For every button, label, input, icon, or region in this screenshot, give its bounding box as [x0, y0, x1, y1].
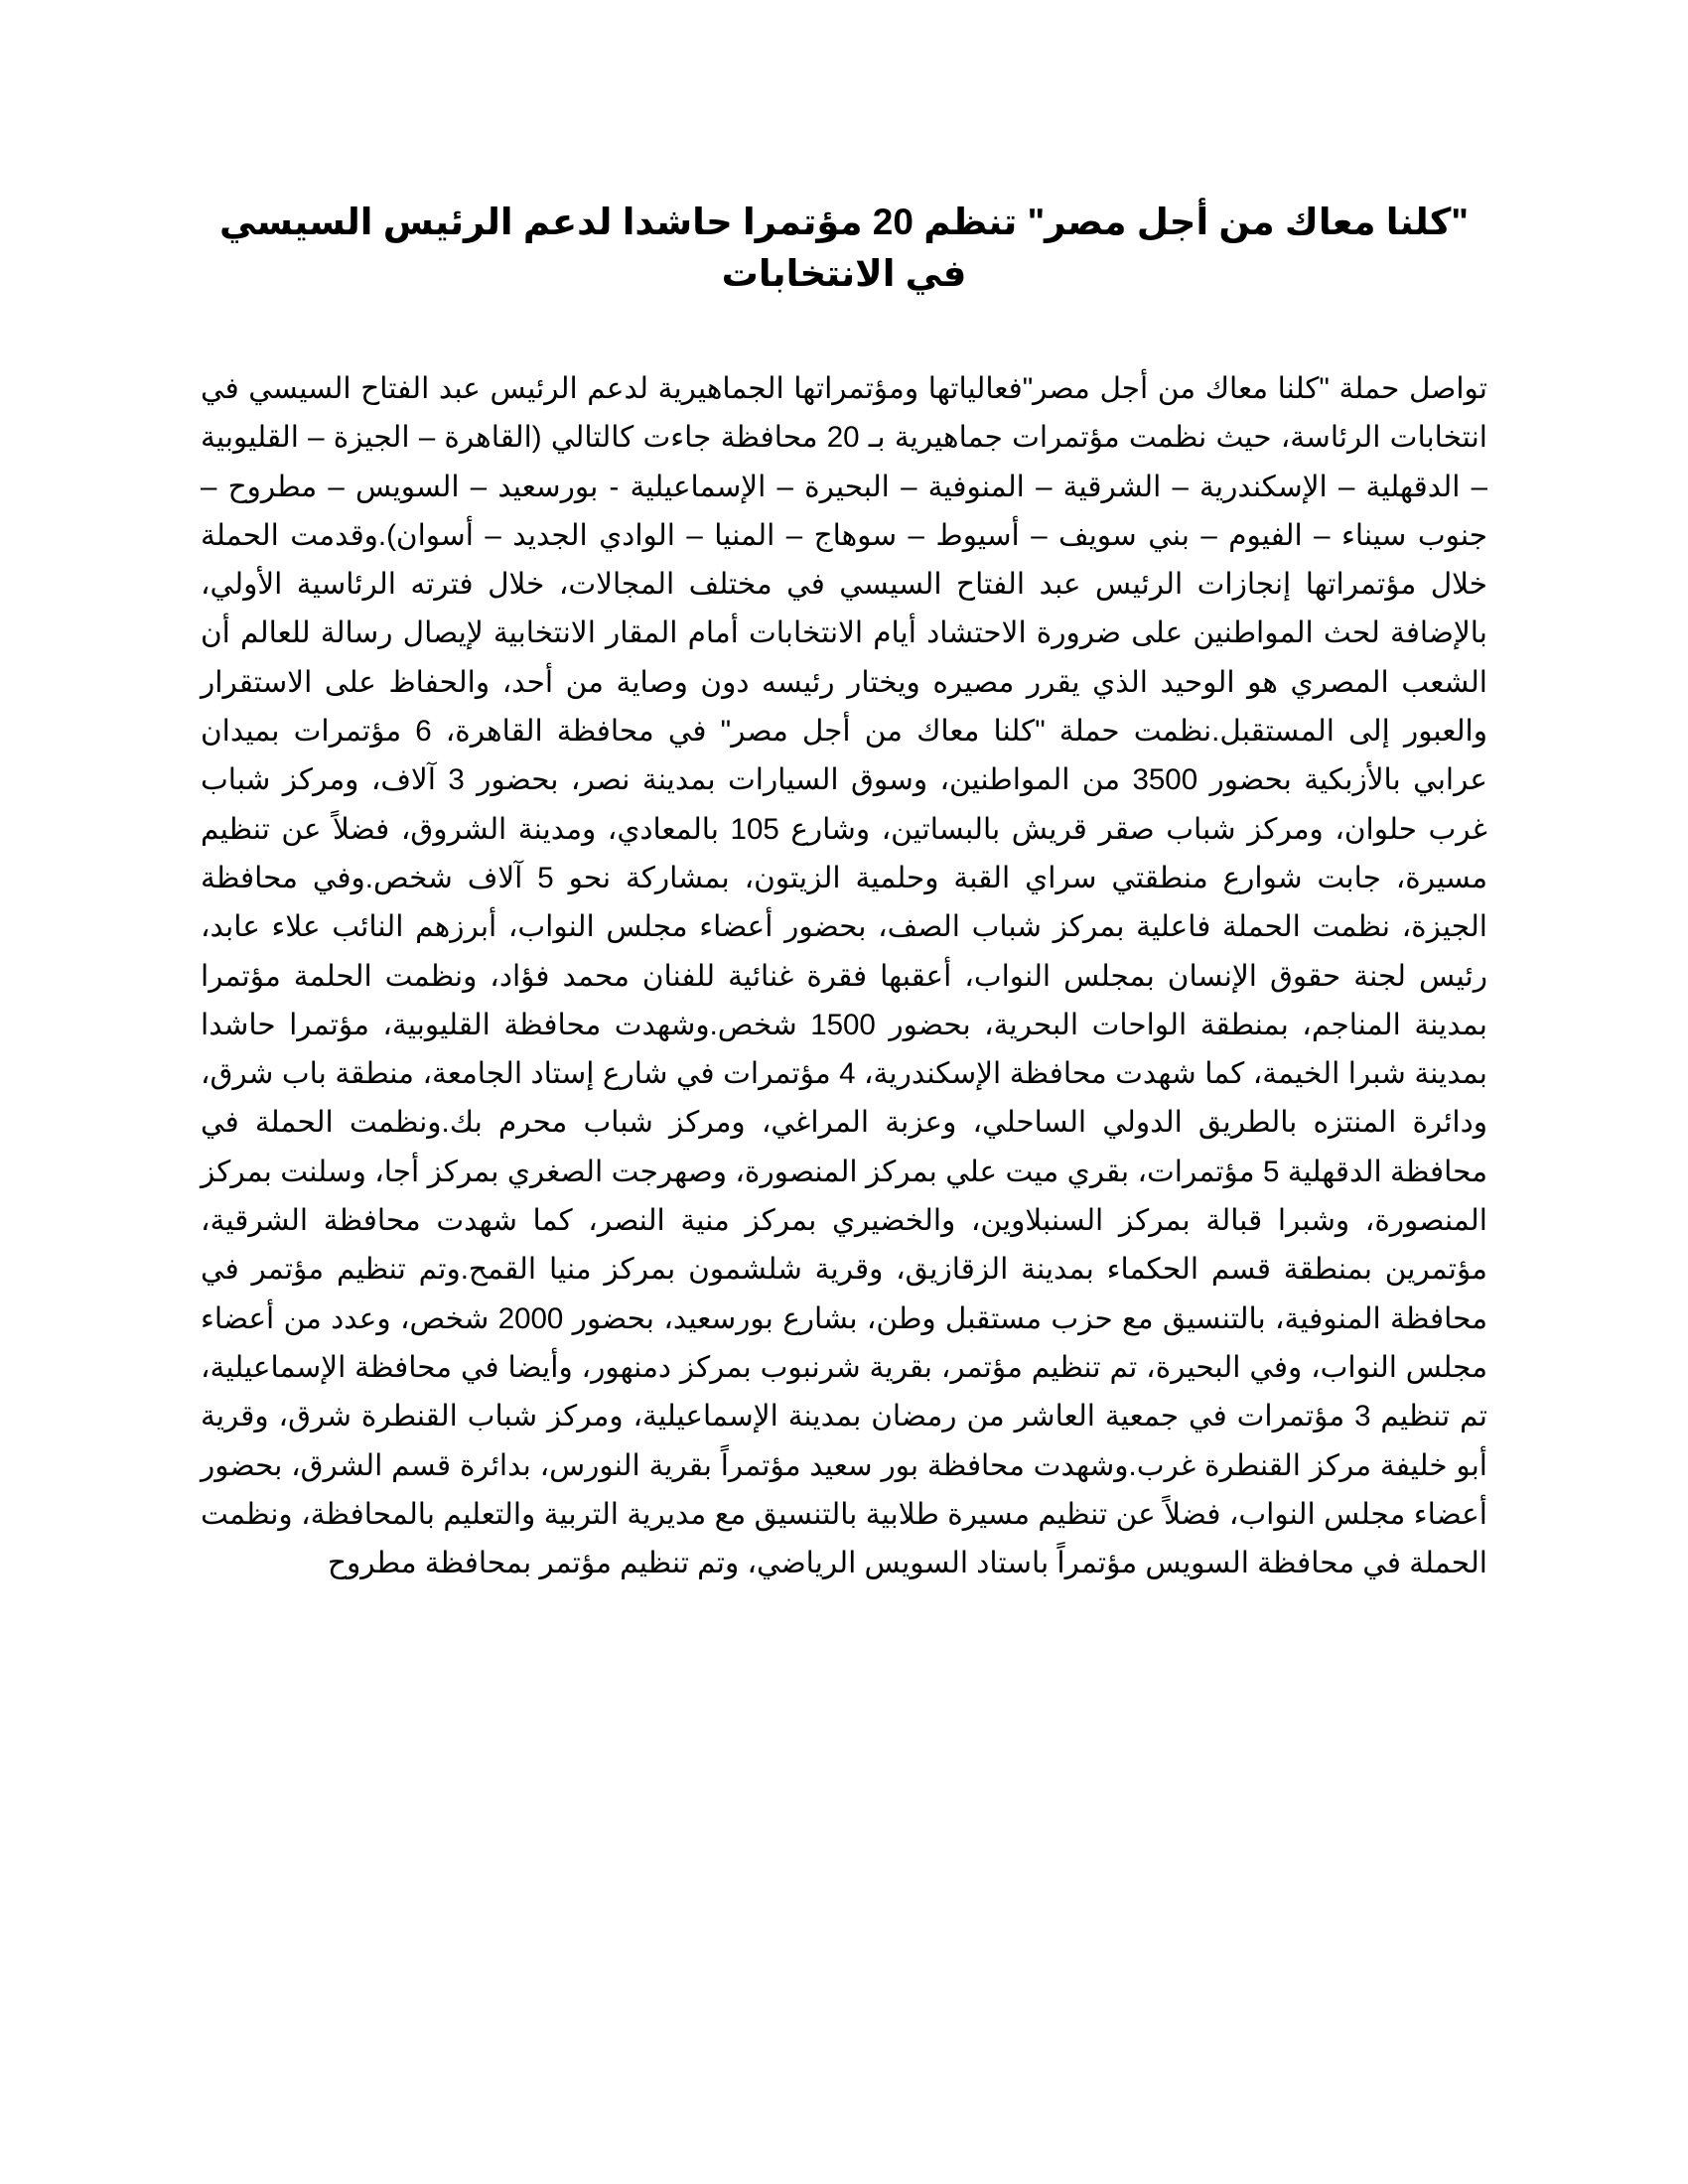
article-body: تواصل حملة "كلنا معاك من أجل مصر"فعالياتها ومؤتمراتها الجماهيرية لدعم الرئيس عبد الفتاح السيسي في انتخابات الرئاسة، حيث نظمت مؤتمرات جماهيرية بـ 20 محافظة جاءت كالتالي (القاهرة – الجيزة – القليوبية – الدقهلية – الإسكندرية – الشرقية – المنوفية – البحيرة – الإسماعيلية - بورسعيد – السويس – مطروح – جنوب سيناء – الفيوم – بني سويف – أسيوط – سوهاج – المنيا – الوادي الجديد – أسوان).وقدمت الحملة خلال مؤتمراتها إنجازات الرئيس عبد الفتاح السيسي في مختلف المجالات، خلال فترته الرئاسية الأولي، بالإضافة لحث المواطنين على ضرورة الاحتشاد أيام الانتخابات أمام المقار الانتخابية لإيصال رسالة للعالم أن الشعب المصري هو الوحيد الذي يقرر مصيره ويختار رئيسه دون وصاية من أحد، والحفاظ على الاستقرار والعبور إلى المستقبل.نظمت حملة "كلنا معاك من أجل مصر" في محافظة القاهرة، 6 مؤتمرات بميدان عرابي بالأزبكية بحضور 3500 من المواطنين، وسوق السيارات بمدينة نصر، بحضور 3 آلاف، ومركز شباب غرب حلوان، ومركز شباب صقر قريش بالبساتين، وشارع 105 بالمعادي، ومدينة الشروق، فضلاً عن تنظيم مسيرة، جابت شوارع منطقتي سراي القبة وحلمية الزيتون، بمشاركة نحو 5 آلاف شخص.وفي محافظة الجيزة، نظمت الحملة فاعلية بمركز شباب الصف، بحضور أعضاء مجلس النواب، أبرزهم النائب علاء عابد، رئيس لجنة حقوق الإنسان بمجلس النواب، أعقبها فقرة غنائية للفنان محمد فؤاد، ونظمت الحلمة مؤتمرا بمدينة المناجم، بمنطقة الواحات البحرية، بحضور 1500 شخص.وشهدت محافظة القليوبية، مؤتمرا حاشدا بمدينة شبرا الخيمة، كما شهدت محافظة الإسكندرية، 4 مؤتمرات في شارع إستاد الجامعة، منطقة باب شرق، ودائرة المنتزه بالطريق الدولي الساحلي، وعزبة المراغي، ومركز شباب محرم بك.ونظمت الحملة في محافظة الدقهلية 5 مؤتمرات، بقري ميت علي بمركز المنصورة، وصهرجت الصغري بمركز أجا، وسلنت بمركز المنصورة، وشبرا قبالة بمركز السنبلاوين، والخضيري بمركز منية النصر، كما شهدت محافظة الشرقية، مؤتمرين بمنطقة قسم الحكماء بمدينة الزقازيق، وقرية شلشمون بمركز منيا القمح.وتم تنظيم مؤتمر في محافظة المنوفية، بالتنسيق مع حزب مستقبل وطن، بشارع بورسعيد، بحضور 2000 شخص، وعدد من أعضاء مجلس النواب، وفي البحيرة، تم تنظيم مؤتمر، بقرية شرنبوب بمركز دمنهور، وأيضا في محافظة الإسماعيلية، تم تنظيم 3 مؤتمرات في جمعية العاشر من رمضان بمدينة الإسماعيلية، ومركز شباب القنطرة شرق، وقرية أبو خليفة مركز القنطرة غرب.وشهدت محافظة بور سعيد مؤتمراً بقرية النورس، بدائرة قسم الشرق، بحضور أعضاء مجلس النواب، فضلاً عن تنظيم مسيرة طلابية بالتنسيق مع مديرية التربية والتعليم بالمحافظة، ونظمت الحملة في محافظة السويس مؤتمراً باستاد السويس الرياضي، وتم تنظيم مؤتمر بمحافظة مطروح: [201, 372, 1488, 1580]
article-title: "كلنا معاك من أجل مصر" تنظم 20 مؤتمرا حاشدا لدعم الرئيس السيسي في الانتخابات: [219, 202, 1469, 294]
